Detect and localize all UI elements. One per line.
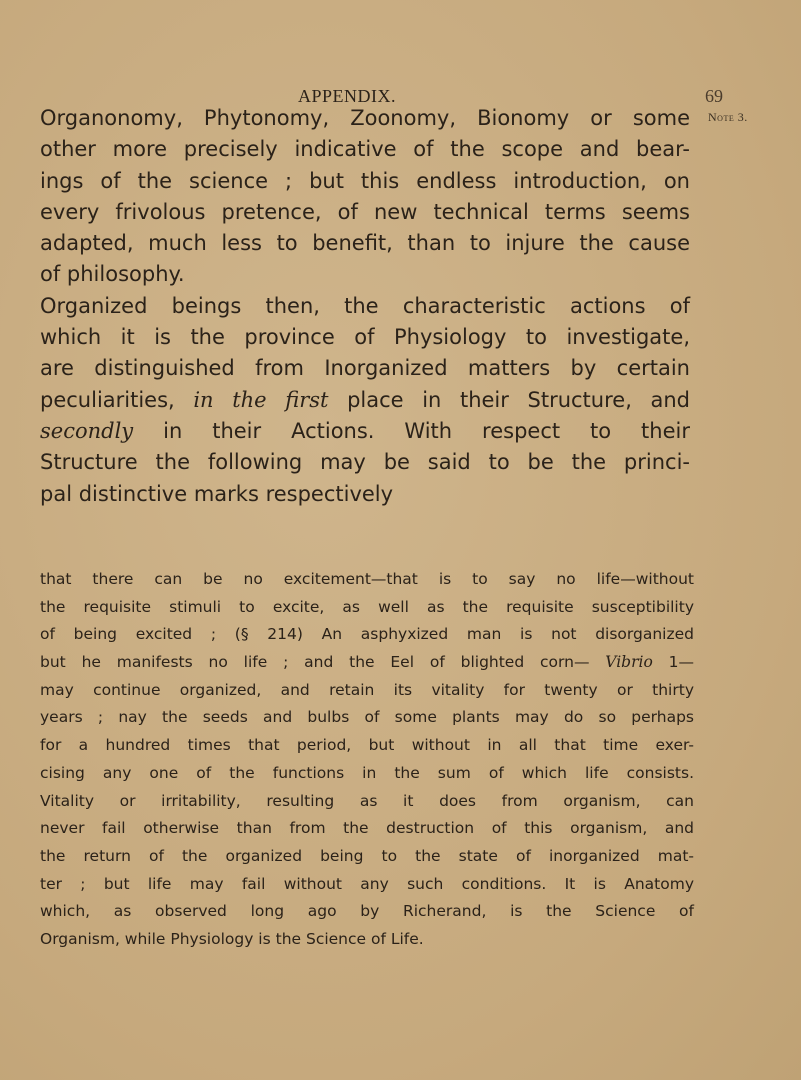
text-line: Organized beings then, the characteristic actions of (40, 293, 690, 318)
text-span: 1— (668, 653, 694, 672)
text-line: years ; nay the seeds and bulbs of some plants may do so perhaps (40, 708, 694, 727)
text-line: may continue organized, and retain its vitality for twenty or thirty (40, 680, 694, 699)
italic-span: secondly (40, 418, 134, 443)
italic-span: Vibrio (605, 653, 653, 672)
text-line: other more precisely indicative of the scope and bear- (40, 137, 690, 162)
text-span: in their Actions. With respect to their (163, 418, 690, 443)
text-line: which it is the province of Physiology to investigate, (40, 325, 690, 350)
text-line: never fail otherwise than from the destruction of this organism, and (40, 819, 694, 838)
main-text (40, 103, 690, 510)
margin-note: Note 3. (708, 110, 748, 124)
text-line: of philosophy. (40, 262, 185, 287)
text-line: Organism, while Physiology is the Science of Life. (40, 929, 424, 948)
text-line: Structure the following may be said to be the princi- (40, 450, 690, 475)
text-line: of being excited ; (§ 214) An asphyxized man is not disorganized (40, 625, 694, 644)
italic-span: in the first (193, 387, 329, 412)
text-line (40, 416, 690, 447)
text-line: Vitality or irritability, resulting as it does from organism, can (40, 791, 694, 810)
running-title: APPENDIX. (298, 86, 397, 106)
text-line (40, 649, 694, 677)
text-line: are distinguished from Inorganized matters by certain (40, 356, 690, 381)
text-line: every frivolous pretence, of new technical terms seems (40, 199, 690, 224)
page-number: 69 (705, 86, 723, 106)
text-line: that there can be no excitement—that is to say no life—without (40, 570, 694, 588)
footnote-text (40, 566, 694, 954)
text-line: the requisite stimuli to excite, as well as the requisite susceptibility (40, 597, 694, 616)
text-line: Organonomy, Phytonomy, Zoonomy, Bionomy or some (40, 106, 690, 130)
text-line (40, 385, 690, 416)
text-line: ings of the science ; but this endless introduction, on (40, 168, 690, 193)
text-line: which, as observed long ago by Richerand, is the Science of (40, 902, 694, 921)
text-line: pal distinctive marks respectively (40, 481, 394, 506)
text-line: ter ; but life may fail without any such conditions. It is Anatomy (40, 874, 694, 893)
text-line: adapted, much less to benefit, than to injure the cause (40, 231, 690, 256)
text-span: peculiarities, (40, 387, 175, 412)
text-line: the return of the organized being to the state of inorganized mat- (40, 846, 694, 865)
text-span: place in their Structure, and (347, 387, 690, 412)
text-line: cising any one of the functions in the sum of which life consists. (40, 763, 694, 782)
text-line: for a hundred times that period, but without in all that time exer- (40, 736, 694, 755)
text-span: but he manifests no life ; and the Eel of blighted corn— (40, 653, 590, 672)
